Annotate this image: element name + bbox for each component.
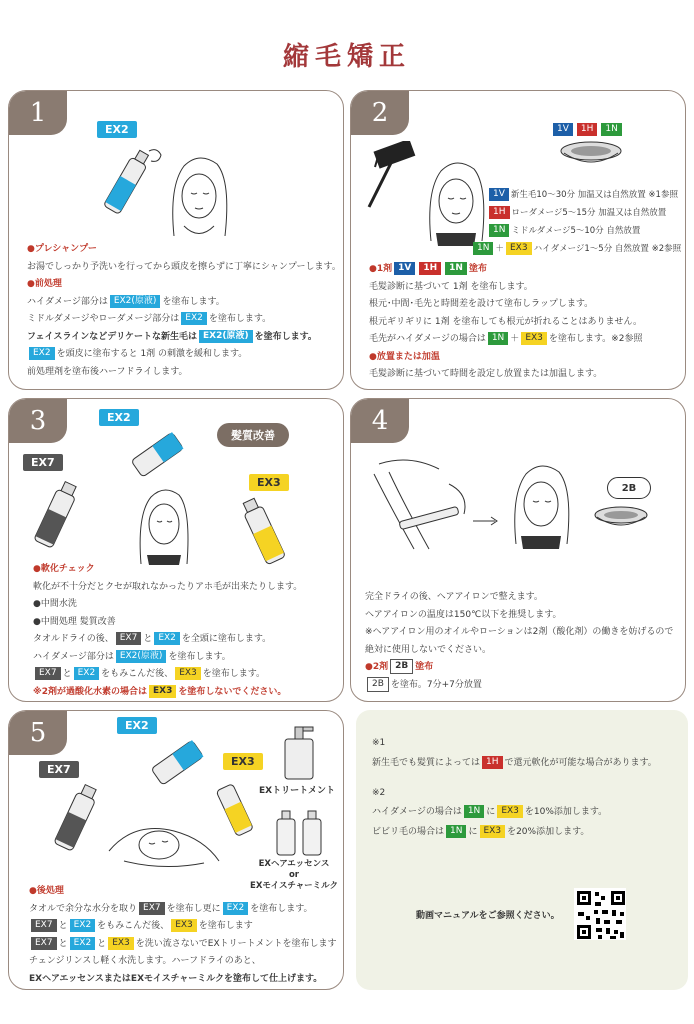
- ex7-bottle-illustration: [49, 777, 109, 857]
- ex2-tag: EX2(原液): [110, 295, 161, 308]
- agent1-line-1: 毛髪診断に基づいて 1剤 を塗布します。: [369, 281, 533, 292]
- ex2-tube-illustration: [119, 427, 189, 487]
- step-number: 1: [9, 91, 67, 135]
- agent2-line: 2B を塗布。7分+7分放置: [365, 677, 673, 695]
- essence-bottles-illustration: [271, 807, 331, 857]
- woman-face-illustration: [129, 479, 199, 569]
- timing-1v: 1V 新生毛10～30分 加温又は自然放置 ※1参照: [487, 187, 681, 205]
- note-1-mark: ※1: [372, 738, 386, 748]
- heading-agent2: ●2剤 2B 塗布: [365, 661, 434, 673]
- ex2-label: EX2: [117, 717, 157, 734]
- timing-1n-ex3: 1N ＋ EX3 ハイダメージ1～5分 自然放置 ※2参照: [471, 241, 681, 259]
- ex7-label: EX7: [39, 761, 79, 778]
- ex2-tube-illustration: [139, 735, 209, 795]
- softening-text: 軟化が不十分だとクセが取れなかったりアホ毛が出来たりします。: [33, 581, 303, 592]
- ex2-label: EX2: [99, 409, 139, 426]
- note-3-text: ビビリ毛の場合は 1N に EX3 を20%添加します。: [372, 826, 590, 838]
- mid-line-3: EX7 と EX2 をもみこんだ後、 EX3 を塗布します。: [33, 666, 302, 684]
- step-4-text: [365, 589, 673, 694]
- pretreat-line-1: ハイダメージ部分は EX2(原液) を塗布します。: [27, 295, 225, 307]
- hair-iron-illustration: [359, 454, 469, 554]
- bowl-illustration: [556, 139, 626, 169]
- pretreat-line-4: EX2 を頭皮に塗布すると 1剤 の刺激を緩和します。: [27, 346, 341, 364]
- heading-preshampoo: ●プレシャンプー: [27, 244, 97, 254]
- timing-1h: 1H ローダメージ5～15分 加温又は自然放置: [487, 205, 681, 223]
- heading-aftertreatment: ●後処理: [29, 886, 64, 896]
- after-line-4: チェンジリンスし軽く水洗します。ハーフドライのあと、: [29, 956, 261, 967]
- heading-leave-heat: ●放置または加温: [369, 351, 440, 362]
- pretreat-line-2: ミドルダメージやローダメージ部分は EX2 を塗布します。: [27, 313, 272, 325]
- iron-line-2: ヘアアイロンの温度は150℃以下を推奨します。: [365, 609, 562, 620]
- step-1-text: [27, 241, 341, 381]
- step-4-panel: [350, 398, 686, 702]
- iron-line-1: 完全ドライの後、ヘアアイロンで整えます。: [365, 592, 543, 602]
- arrow-icon: [471, 515, 501, 527]
- mid-treatment: ●中間処理 髪質改善: [33, 616, 116, 627]
- step-2-panel: [350, 90, 686, 390]
- ex7-bottle-illustration: [29, 474, 89, 554]
- tag-1v: 1V: [553, 123, 573, 136]
- step-3-panel: [8, 398, 344, 702]
- qr-code-icon[interactable]: [574, 888, 626, 940]
- mid-rinse: ●中間水洗: [33, 599, 77, 610]
- ex3-label: EX3: [223, 753, 263, 770]
- pretreat-line-3: フェイスラインなどデリケートな新生毛は EX2(原液) を塗布します。: [27, 330, 317, 342]
- ex2-tag: EX2: [181, 312, 207, 325]
- woman-face-illustration: [416, 151, 496, 251]
- step-1-panel: [8, 90, 344, 390]
- mid-line-2: ハイダメージ部分は EX2(原液) を塗布します。: [33, 650, 231, 662]
- heading-softening-check: ●軟化チェック: [33, 564, 95, 574]
- mid-warning: ※2剤が過酸化水素の場合は EX3 を塗布しないでください。: [33, 685, 287, 697]
- preshampoo-text: お湯でしっかり予洗いを行ってから頭皮を擦らずに丁寧にシャンプーします。: [27, 261, 341, 272]
- timing-1n: 1N ミドルダメージ5～10分 自然放置: [487, 223, 681, 241]
- ex-treatment-label: EXトリートメント: [259, 786, 335, 796]
- tag-1h: 1H: [577, 123, 598, 136]
- ex2-tag: EX2(原液): [199, 330, 253, 343]
- tag-1n: 1N: [601, 123, 621, 136]
- agent1-line-4: 毛先がハイダメージの場合は 1N ＋ EX3 を塗布します。※2参照: [369, 333, 643, 345]
- essence-label: EXヘアエッセンス or EXモイスチャーミルク: [250, 859, 338, 892]
- notes-panel: [356, 710, 688, 990]
- heading-agent1: ●1剤 1V 1H 1N 塗布: [369, 263, 487, 274]
- heading-pretreatment: ●前処理: [27, 279, 62, 290]
- leave-heat-text: 毛髪診断に基づいて時間を設定し放置または加温します。: [369, 369, 603, 380]
- step-5-text: [29, 883, 337, 988]
- agent1-line-2: 根元･中間･毛先と時間差を設けて塗布しラップします。: [369, 299, 594, 310]
- iron-line-4: 絶対に使用しないでください。: [365, 644, 492, 655]
- treatment-pump-illustration: [279, 721, 319, 781]
- pretreat-line-5: 前処理剤を塗布後ハーフドライします。: [27, 366, 188, 377]
- after-line-5: EXヘアエッセンスまたはEXモイスチャーミルクを塗布して仕上げます。: [29, 973, 323, 984]
- step-3-text: [33, 561, 302, 701]
- note-1-text: 新生毛でも髪質によっては 1H で還元軟化が可能な場合があります。: [372, 756, 657, 768]
- page-title: 縮毛矯正: [282, 42, 411, 72]
- step-number: 4: [351, 399, 409, 443]
- speech-bubble-2b: 2B: [607, 477, 651, 499]
- ex2-tag: EX2: [29, 347, 55, 360]
- note-2-mark: ※2: [372, 787, 386, 798]
- ex3-label: EX3: [249, 474, 289, 491]
- ex7-label: EX7: [23, 454, 63, 471]
- after-line-3: EX7 と EX2 と EX3 を洗い流さないでEXトリートメントを塗布します: [29, 936, 337, 954]
- step-number: 2: [351, 91, 409, 135]
- agent1-line-3: 根元ギリギリに 1剤 を塗布しても根元が折れることはありません。: [369, 316, 642, 327]
- after-line-2: EX7 と EX2 をもみこんだ後、 EX3 を塗布します: [29, 918, 337, 936]
- step-number: 3: [9, 399, 67, 443]
- video-manual-text: 動画マニュアルをご参照ください。: [416, 911, 560, 921]
- bowl-illustration: [591, 505, 651, 535]
- mid-line-1: タオルドライの後、 EX7 と EX2 を全頭に塗布します。: [33, 633, 272, 645]
- ex3-bottle-illustration: [234, 489, 294, 569]
- brush-illustration: [361, 141, 421, 211]
- step-5-panel: [8, 710, 344, 990]
- agent-tags-top: [551, 119, 624, 138]
- spray-bottle-illustration: [89, 141, 169, 221]
- after-line-1: タオルで余分な水分を取り EX7 を塗布し更に EX2 を塗布します。: [29, 902, 313, 914]
- step-number: 5: [9, 711, 67, 755]
- notes-text: [372, 734, 657, 843]
- step-2-text: [369, 261, 642, 384]
- woman-face-illustration: [159, 146, 239, 246]
- reclining-client-illustration: [104, 811, 224, 871]
- ex2-label: EX2: [97, 121, 137, 138]
- hair-quality-badge: 髪質改善: [217, 423, 289, 447]
- iron-line-3: ※ヘアアイロン用のオイルやローションは2剤（酸化剤）の働きを妨げるので: [365, 627, 674, 638]
- note-2-text: ハイダメージの場合は 1N に EX3 を10%添加します。: [372, 806, 608, 818]
- woman-face-illustration: [501, 454, 581, 554]
- timing-list: [477, 187, 682, 258]
